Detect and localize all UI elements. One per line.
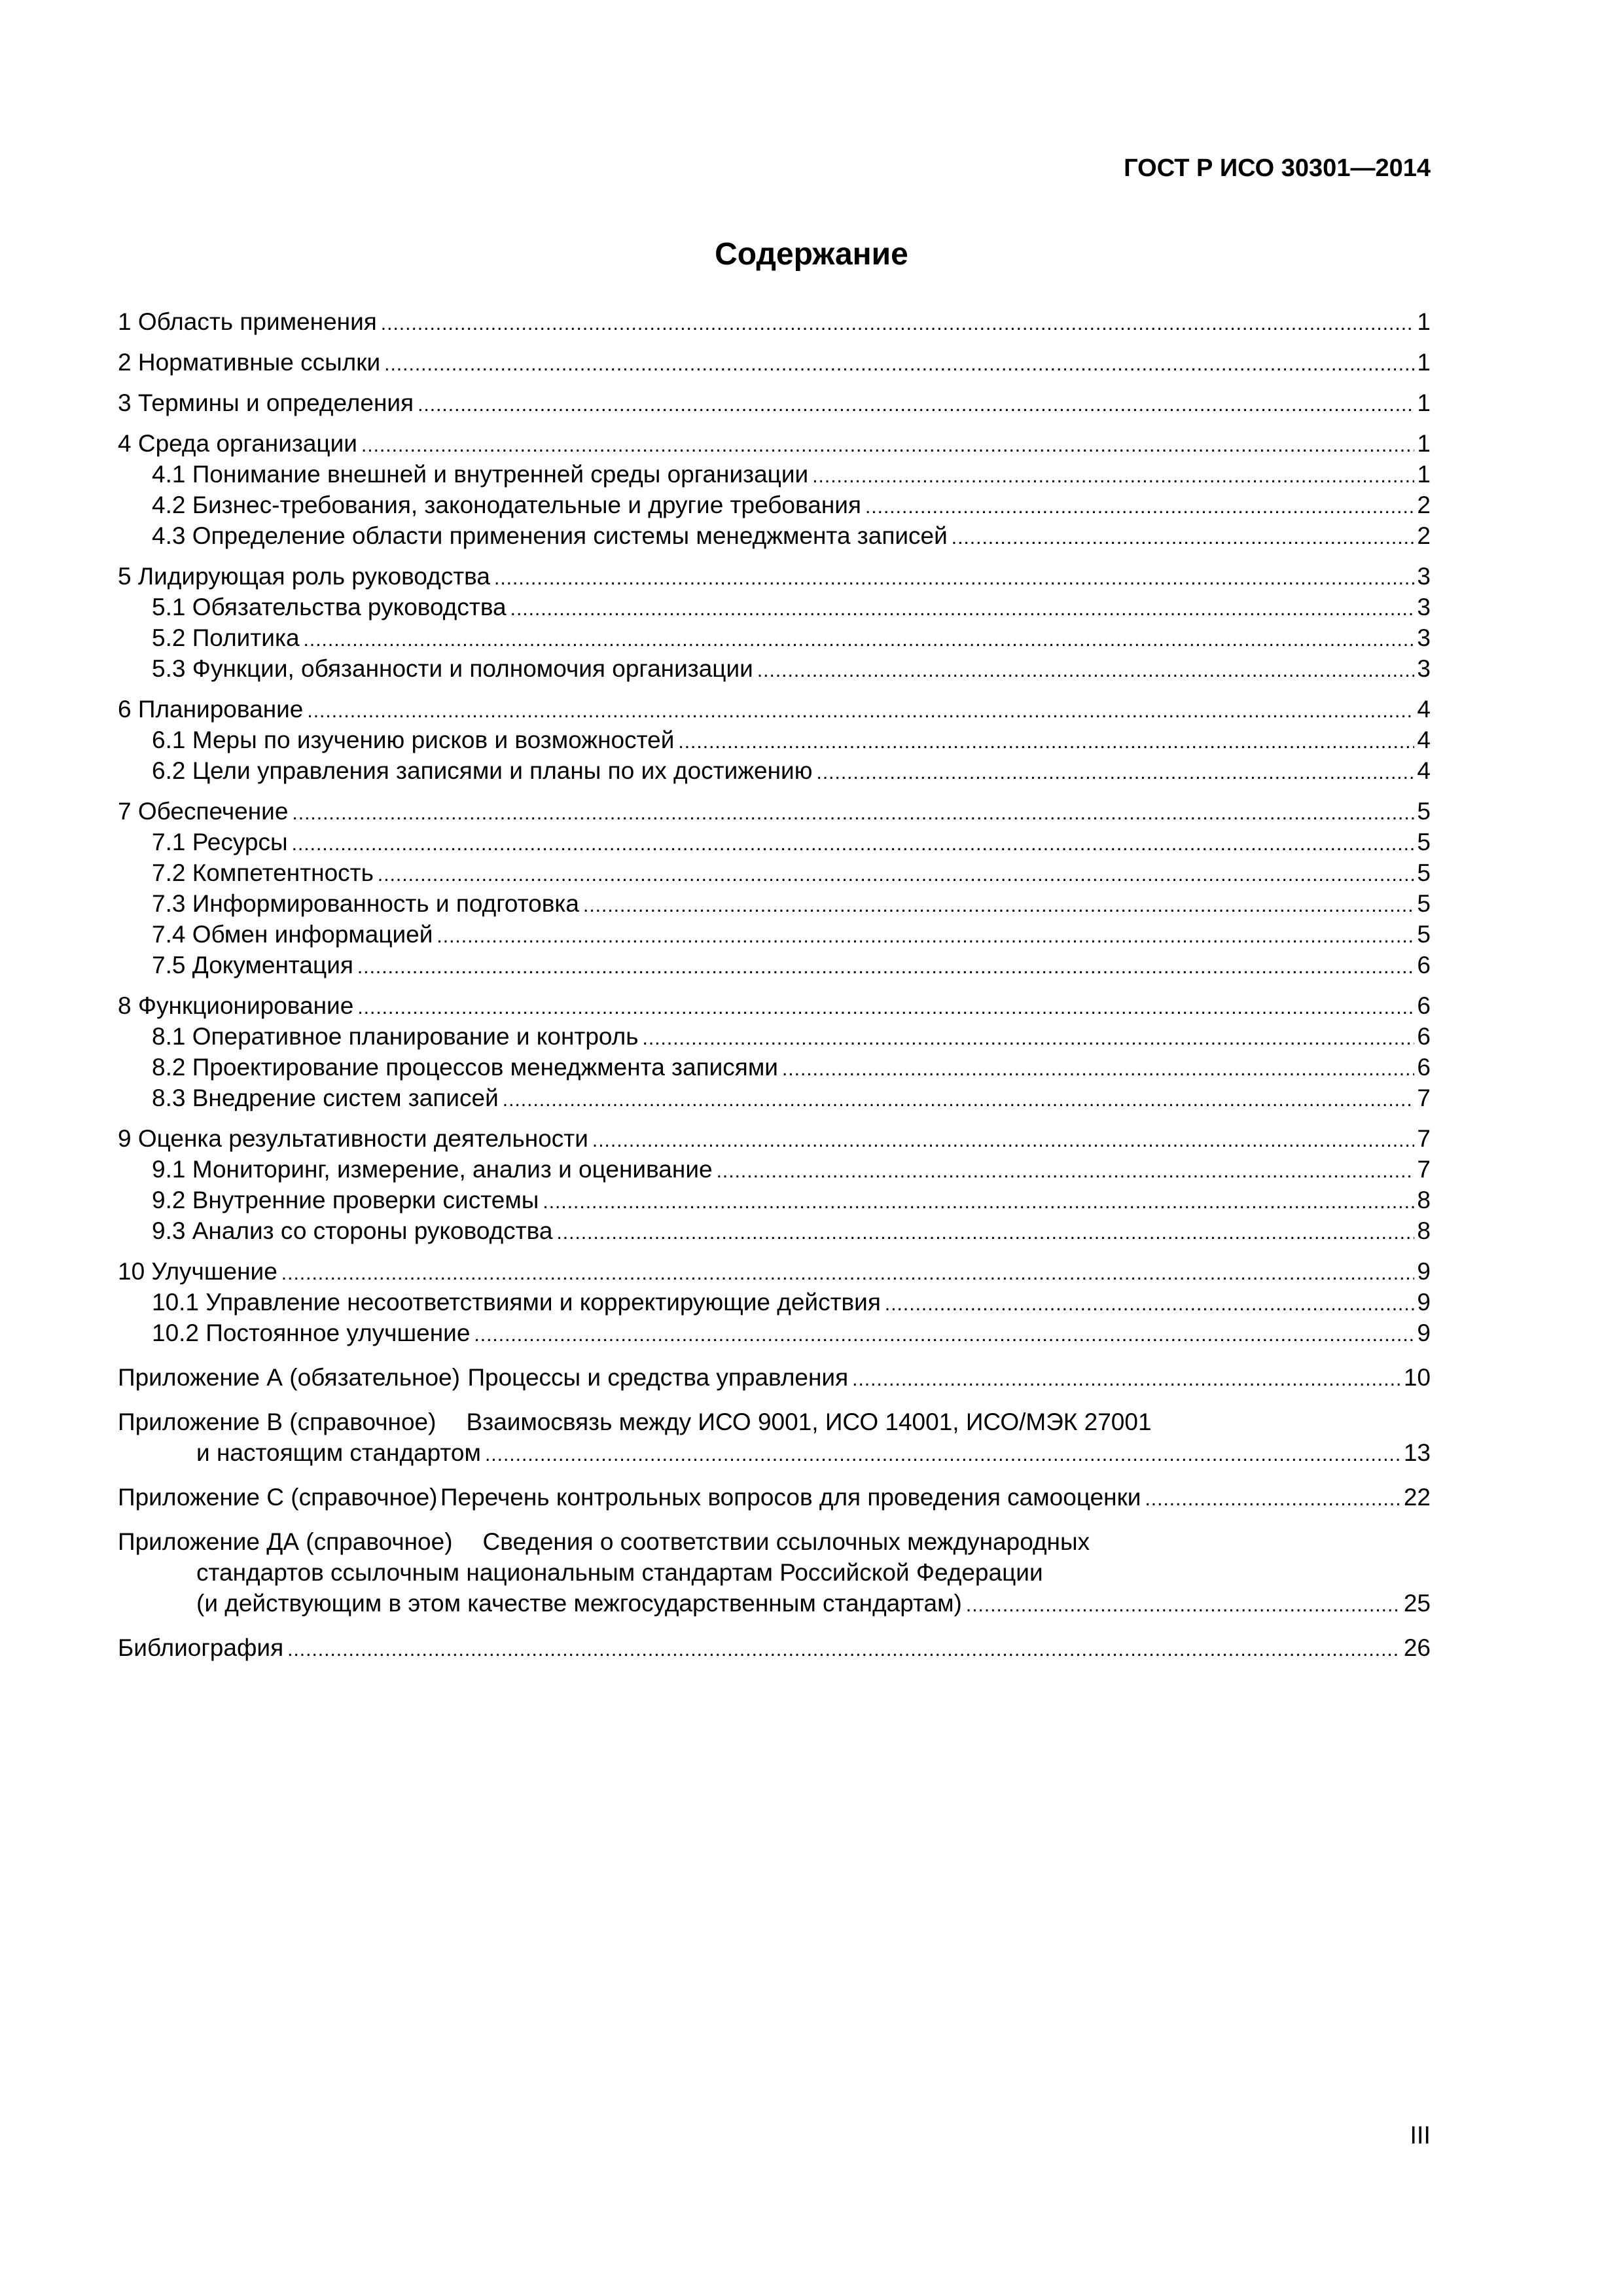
dot-leader [485,1439,1401,1470]
dot-leader [757,655,1415,686]
toc-label: 8 Функционирование [118,992,354,1019]
toc-entry [118,347,1431,378]
toc-bibliography [118,1632,1431,1663]
toc-page-number: 25 [1403,1590,1431,1617]
dot-leader [418,389,1414,420]
toc-page-number: 3 [1417,655,1431,682]
dot-leader [812,461,1414,492]
dot-leader [304,624,1415,655]
toc-page-number: 10 [1403,1364,1431,1391]
toc-sublabel: 9.1 Мониторинг, измерение, анализ и оценивание [152,1156,713,1183]
toc-page-number: 2 [1417,492,1431,518]
dot-leader [292,798,1414,829]
toc-sublabel: 10.2 Постоянное улучшение [152,1319,471,1346]
dot-leader [556,1217,1414,1248]
toc-label: 9 Оценка результативности деятельности [118,1125,588,1152]
toc-appendix-a [118,1362,1431,1393]
appendix-prefix: Приложение А (обязательное) [118,1364,460,1391]
toc-label: 4 Среда организации [118,430,357,457]
appendix-prefix: Приложение В (справочное) [118,1408,437,1435]
appendix-title-continued: стандартов ссылочным национальным стандартам Российской Федерации [196,1559,1043,1586]
toc-label: 3 Термины и определения [118,389,414,416]
dot-leader [865,492,1414,522]
dot-leader [966,1590,1401,1621]
toc-sublabel: 4.1 Понимание внешней и внутренней среды организации [152,461,809,488]
toc-page-number: 4 [1417,696,1431,723]
dot-leader [952,522,1415,553]
toc-page-number: 2 [1417,522,1431,549]
toc-page-number: 3 [1417,624,1431,651]
appendix-title: Сведения о соответствии ссылочных международных [482,1528,1090,1555]
appendix-prefix: Приложение ДА (справочное) [118,1528,453,1555]
dot-leader [287,1634,1401,1665]
dot-leader [494,563,1414,594]
toc-appendix-b [118,1407,1431,1468]
toc-label: 6 Планирование [118,696,304,723]
toc-page-number: 9 [1417,1319,1431,1346]
toc-sublabel: 7.3 Информированность и подготовка [152,890,579,917]
toc-page-number: 7 [1417,1156,1431,1183]
toc-page-number: 5 [1417,859,1431,886]
page-number-footer: III [1410,2122,1431,2149]
toc-label: 5 Лидирующая роль руководства [118,563,491,590]
toc-label: Библиография [118,1634,284,1661]
toc-sublabel: 8.3 Внедрение систем записей [152,1085,499,1111]
toc-sublabel: 7.5 Документация [152,952,353,978]
dot-leader [384,349,1414,380]
toc-page-number: 13 [1403,1439,1431,1466]
dot-leader [782,1054,1414,1085]
toc-page-number: 7 [1417,1125,1431,1152]
dot-leader [378,859,1415,890]
toc-page-number: 9 [1417,1258,1431,1285]
toc-page-number: 8 [1417,1187,1431,1213]
dot-leader [816,757,1414,788]
toc-page-number: 6 [1417,1023,1431,1050]
dot-leader [281,1258,1415,1289]
toc-entry [118,306,1431,337]
toc-entry [118,387,1431,418]
toc-sublabel: 4.3 Определение области применения системы менеджмента записей [152,522,948,549]
toc-page-number: 5 [1417,921,1431,948]
toc-sublabel: 7.1 Ресурсы [152,829,288,855]
toc-page-number: 26 [1403,1634,1431,1661]
toc-sublabel: 5.2 Политика [152,624,300,651]
toc-page-number: 7 [1417,1085,1431,1111]
dot-leader [307,696,1414,726]
toc-entry [118,561,1431,684]
toc-appendix-da [118,1526,1431,1619]
toc-page-number: 5 [1417,890,1431,917]
toc-page-number: 1 [1417,349,1431,376]
appendix-title: Перечень контрольных вопросов для проведения самооценки [440,1484,1141,1511]
dot-leader [381,308,1415,339]
toc-label: 2 Нормативные ссылки [118,349,381,376]
dot-leader [885,1289,1415,1319]
toc-entry [118,428,1431,551]
toc-sublabel: 9.3 Анализ со стороны руководства [152,1217,553,1244]
dot-leader [583,890,1414,921]
dot-leader [717,1156,1415,1187]
dot-leader [1145,1484,1400,1515]
toc-label: 1 Область применения [118,308,377,335]
toc-page-number: 5 [1417,798,1431,825]
dot-leader [361,430,1414,461]
toc-sublabel: 9.2 Внутренние проверки системы [152,1187,539,1213]
toc-page-number: 9 [1417,1289,1431,1316]
toc-label: 10 Улучшение [118,1258,277,1285]
toc-sublabel: 8.1 Оперативное планирование и контроль [152,1023,639,1050]
page-title: Содержание [715,237,908,272]
appendix-title: Взаимосвязь между ИСО 9001, ИСО 14001, ИСО/МЭК 27001 [466,1408,1152,1435]
toc-sublabel: 7.2 Компетентность [152,859,374,886]
toc-label: 7 Обеспечение [118,798,289,825]
dot-leader [678,726,1414,757]
dot-leader [357,992,1414,1023]
toc-page-number: 1 [1417,308,1431,335]
dot-leader [357,952,1415,982]
toc-sublabel: 10.1 Управление несоответствиями и корректирующие действия [152,1289,881,1316]
toc-entry [118,990,1431,1113]
document-code-header: ГОСТ Р ИСО 30301—2014 [1124,154,1431,182]
appendix-prefix: Приложение С (справочное) [118,1484,438,1511]
toc-entry [118,694,1431,786]
toc-page-number: 4 [1417,726,1431,753]
toc-sublabel: 4.2 Бизнес-требования, законодательные и другие требования [152,492,861,518]
toc-sublabel: 7.4 Обмен информацией [152,921,433,948]
toc-page-number: 1 [1417,461,1431,488]
toc-page-number: 4 [1417,757,1431,784]
dot-leader [437,921,1414,952]
toc-page-number: 1 [1417,389,1431,416]
toc-sublabel: 8.2 Проектирование процессов менеджмента записями [152,1054,778,1081]
appendix-title-continued: (и действующим в этом качестве межгосударственным стандартам) [196,1590,962,1617]
dot-leader [592,1125,1415,1156]
toc-sublabel: 5.1 Обязательства руководства [152,594,507,620]
dot-leader [643,1023,1415,1054]
toc-page-number: 5 [1417,829,1431,855]
toc-page-number: 6 [1417,992,1431,1019]
dot-leader [503,1085,1415,1115]
table-of-contents [118,306,1431,1663]
toc-page-number: 3 [1417,563,1431,590]
toc-page-number: 6 [1417,1054,1431,1081]
toc-page-number: 3 [1417,594,1431,620]
toc-sublabel: 6.2 Цели управления записями и планы по их достижению [152,757,813,784]
dot-leader [852,1364,1401,1395]
dot-leader [474,1319,1414,1350]
dot-leader [292,829,1415,859]
toc-sublabel: 6.1 Меры по изучению рисков и возможностей [152,726,675,753]
toc-sublabel: 5.3 Функции, обязанности и полномочия организации [152,655,753,682]
toc-appendix-c [118,1482,1431,1513]
appendix-title: Процессы и средства управления [467,1364,849,1391]
dot-leader [543,1187,1414,1217]
toc-page-number: 8 [1417,1217,1431,1244]
toc-page-number: 6 [1417,952,1431,978]
toc-entry [118,1123,1431,1246]
toc-entry [118,796,1431,980]
appendix-title-continued: и настоящим стандартом [196,1439,481,1466]
toc-page-number: 1 [1417,430,1431,457]
toc-page-number: 22 [1403,1484,1431,1511]
toc-entry [118,1256,1431,1348]
dot-leader [510,594,1415,624]
